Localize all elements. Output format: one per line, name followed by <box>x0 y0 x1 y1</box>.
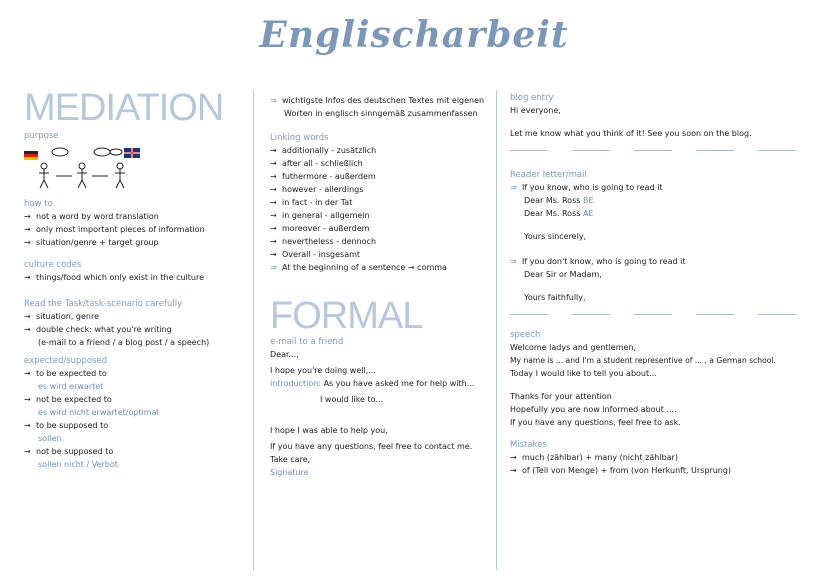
speech-line: My name is ... and I'm a student representive of ... , a German school. <box>510 356 776 365</box>
page-title: Englischarbeit <box>259 14 569 56</box>
reader-line: Dear Sir or Madam, <box>524 270 602 279</box>
expected-de: sollen nicht / Verbot <box>38 460 118 469</box>
reader-label: Reader letter/mail <box>510 170 587 180</box>
column-divider-1 <box>253 90 254 570</box>
mistake-item: → much (zählbar) + many (nicht zählbar) <box>510 453 678 462</box>
expected-de: es wird erwartet <box>38 382 104 391</box>
email-line: Dear..., <box>270 350 299 359</box>
linking-item: → moreover - außerdem <box>270 224 370 233</box>
intro-line: Worten in englisch sinngemäß zusammenfassen <box>284 109 478 118</box>
expected-en: → not be expected to <box>24 395 112 404</box>
speech-line: Thanks for your attention <box>510 392 612 401</box>
column-divider-2 <box>496 90 497 570</box>
formal-heading: FORMAL <box>270 295 423 337</box>
expected-en: → to be supposed to <box>24 421 109 430</box>
linking-item: → after all - schließlich <box>270 159 363 168</box>
howto-item: → only most important pieces of information <box>24 225 205 234</box>
speech-line: Today I would like to tell you about... <box>510 369 657 378</box>
speech-line: Welcome ladys and gentlemen, <box>510 343 637 352</box>
read-task-label: Read the Task/task-scenario carefully <box>24 299 183 309</box>
linking-label: Linking words <box>270 133 329 143</box>
mistake-item: → of (Teil von Menge) + from (von Herkunft, Ursprung) <box>510 466 732 475</box>
email-line: If you have any questions, feel free to contact me. <box>270 442 473 451</box>
formats-column <box>510 92 810 477</box>
howto-label: how to <box>24 199 53 209</box>
linking-item: → nevertheless - dennoch <box>270 237 377 246</box>
speech-line: If you have any questions, feel free to ask. <box>510 418 681 427</box>
reader-line: Yours sincerely, <box>524 232 587 241</box>
email-line: introduction: As you have asked me for help with... <box>270 379 475 388</box>
speech-label: speech <box>510 330 541 340</box>
mediation-heading: MEDIATION <box>24 87 224 129</box>
reader-line: Yours faithfully, <box>524 293 586 302</box>
reader-line: ⇒ If you don't know, who is going to read it <box>510 257 686 266</box>
intro-line: ⇒ wichtigste Infos des deutschen Textes mit eigenen <box>270 96 485 105</box>
separator <box>510 314 810 315</box>
culture-item: → things/food which only exist in the culture <box>24 273 205 282</box>
email-line: I would like to... <box>320 395 384 404</box>
howto-item: → not a word by word translation <box>24 212 159 221</box>
expected-de: es wird nicht erwartet/optimal <box>38 408 159 417</box>
email-label: e-mail to a friend <box>270 337 344 347</box>
blog-line: Let me know what you think of it! See you soon on the blog. <box>510 129 752 138</box>
email-line: I hope you're doing well,... <box>270 366 376 375</box>
reader-line: ⇒ If you know, who is going to read it <box>510 183 663 192</box>
read-item: → double check: what you're writing <box>24 325 172 334</box>
linking-item: → Overall - insgesamt <box>270 250 361 259</box>
reader-line: Dear Ms. Ross BE <box>524 196 594 205</box>
read-item: (e-mail to a friend / a blog post / a speech) <box>38 338 210 347</box>
separator <box>510 150 810 151</box>
linking-item: → however - allerdings <box>270 185 364 194</box>
culture-label: culture codes <box>24 260 82 270</box>
linking-item: → in general - allgemein <box>270 211 370 220</box>
blog-line: Hi everyone, <box>510 106 561 115</box>
linking-item: → additionally - zusätzlich <box>270 146 377 155</box>
mediation-column <box>24 88 246 471</box>
mistakes-label: Mistakes <box>510 440 547 450</box>
purpose-label: purpose <box>24 131 59 141</box>
purpose-illustration <box>24 146 246 192</box>
linking-item: → in fact - in der Tat <box>270 198 353 207</box>
expected-label: expected/supposed <box>24 356 108 366</box>
expected-en: → to be expected to <box>24 369 107 378</box>
blog-label: blog entry <box>510 93 554 103</box>
reader-line: Dear Ms. Ross AE <box>524 209 594 218</box>
email-line: I hope I was able to help you, <box>270 426 388 435</box>
email-signature: Signature <box>270 468 309 477</box>
howto-item: → situation/genre + target group <box>24 238 159 247</box>
expected-en: → not be supposed to <box>24 447 114 456</box>
speech-line: Hopefully you are now informed about .... <box>510 405 677 414</box>
beginning-rule: ⇒ At the beginning of a sentence → comma <box>270 263 447 272</box>
expected-de: sollen <box>38 434 62 443</box>
read-item: → situation, genre <box>24 312 100 321</box>
email-line: Take care, <box>270 455 311 464</box>
linking-column <box>270 94 490 479</box>
linking-item: → futhermore - außerdem <box>270 172 376 181</box>
